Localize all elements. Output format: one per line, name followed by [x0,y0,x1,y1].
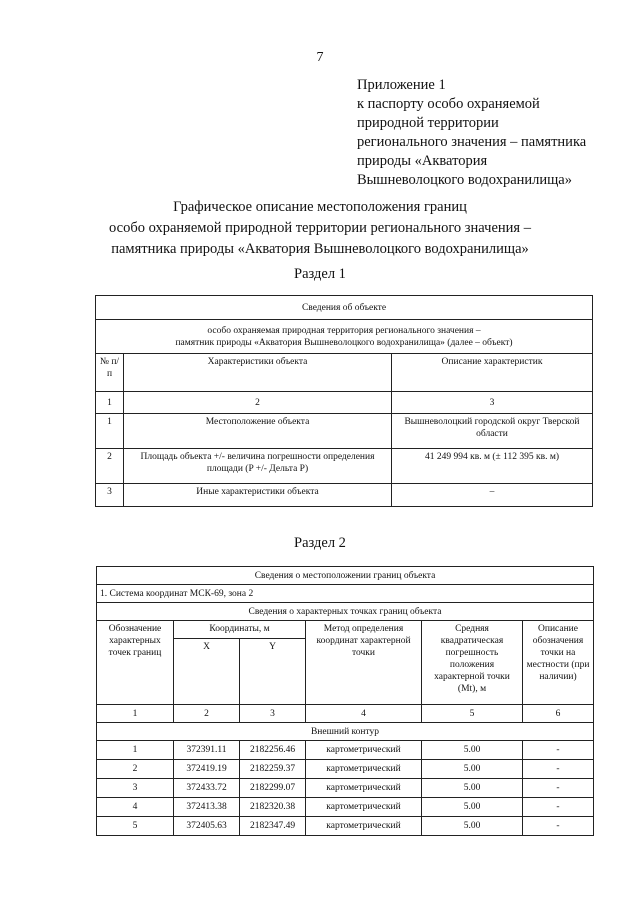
column-index: 3 [240,705,306,723]
description-cell: 41 249 994 кв. м (± 112 395 кв. м) [392,449,593,484]
error-cell: 5.00 [422,741,523,760]
error-cell: 5.00 [422,817,523,836]
point-id: 3 [97,779,174,798]
contour-label: Внешний контур [97,723,594,741]
coord-x: 372391.11 [174,741,240,760]
point-id: 5 [97,817,174,836]
column-header: Характеристики объекта [124,354,392,392]
table-row [96,449,593,484]
coord-y: 2182347.49 [240,817,306,836]
method-cell: картометрический [306,798,422,817]
title-line: Графическое описание местоположения границ [173,199,467,215]
boundary-points-table [96,566,594,836]
table-row [97,817,594,836]
column-index: 3 [392,392,593,414]
column-header: Средняя квадратическая погрешность положения характерной точки (Mt), м [422,621,523,705]
object-name-line: особо охраняемая природная территория регионального значения – [207,325,481,336]
table-row [96,414,593,449]
point-desc: - [523,741,594,760]
point-desc: - [523,817,594,836]
table-row [97,798,594,817]
method-cell: картометрический [306,817,422,836]
method-cell: картометрический [306,741,422,760]
coord-x: 372433.72 [174,779,240,798]
characteristic-cell: Местоположение объекта [124,414,392,449]
point-desc: - [523,760,594,779]
section2-heading: Раздел 2 [294,535,346,551]
column-header: X [174,639,240,705]
characteristic-cell: Площадь объекта +/- величина погрешности определения площади (P +/- Дельта P) [124,449,392,484]
section1-heading: Раздел 1 [294,266,346,282]
title-line: памятника природы «Акватория Вышневолоцкого водохранилища» [111,241,529,257]
column-header: Описание обозначения точки на местности (при наличии) [523,621,594,705]
appendix-line: Вышневолоцкого водохранилища» [357,172,572,188]
appendix-line: к паспорту особо охраняемой [357,96,540,112]
method-cell: картометрический [306,779,422,798]
coord-y: 2182256.46 [240,741,306,760]
appendix-header [357,76,627,190]
table-row [97,741,594,760]
coord-y: 2182299.07 [240,779,306,798]
characteristic-cell: Иные характеристики объекта [124,484,392,507]
column-index: 4 [306,705,422,723]
point-id: 2 [97,760,174,779]
point-desc: - [523,798,594,817]
document-title [60,197,580,260]
object-name-cell [96,320,593,354]
column-index: 5 [422,705,523,723]
row-number: 3 [96,484,124,507]
description-cell: Вышневолоцкий городской округ Тверской области [392,414,593,449]
page-number: 7 [316,50,324,65]
column-header: № п/п [96,354,124,392]
coordinate-system: 1. Система координат МСК-69, зона 2 [97,585,594,603]
error-cell: 5.00 [422,779,523,798]
row-number: 2 [96,449,124,484]
table-title: Сведения об объекте [96,296,593,320]
column-index: 2 [124,392,392,414]
object-name-line: памятник природы «Акватория Вышневолоцкого водохранилища» (далее – объект) [175,337,513,348]
description-cell: – [392,484,593,507]
title-line: особо охраняемой природной территории регионального значения – [109,220,531,236]
error-cell: 5.00 [422,760,523,779]
column-header: Y [240,639,306,705]
coord-x: 372419.19 [174,760,240,779]
row-number: 1 [96,414,124,449]
coord-y: 2182259.37 [240,760,306,779]
table-row [97,779,594,798]
appendix-line: регионального значения – памятника [357,134,587,150]
column-header: Описание характеристик [392,354,593,392]
appendix-line: природной территории [357,115,499,131]
point-id: 1 [97,741,174,760]
column-index: 1 [97,705,174,723]
coord-x: 372413.38 [174,798,240,817]
method-cell: картометрический [306,760,422,779]
point-id: 4 [97,798,174,817]
column-header: Метод определения координат характерной точки [306,621,422,705]
appendix-line: природы «Акватория [357,153,488,169]
column-header: Координаты, м [174,621,306,639]
table-row [96,484,593,507]
table-title: Сведения о местоположении границ объекта [97,567,594,585]
table-row [97,760,594,779]
points-subtitle: Сведения о характерных точках границ объекта [97,603,594,621]
point-desc: - [523,779,594,798]
error-cell: 5.00 [422,798,523,817]
appendix-line: Приложение 1 [357,77,446,93]
coord-x: 372405.63 [174,817,240,836]
column-index: 6 [523,705,594,723]
column-index: 2 [174,705,240,723]
coord-y: 2182320.38 [240,798,306,817]
column-header: Обозначение характерных точек границ [97,621,174,705]
object-info-table [95,295,593,507]
column-index: 1 [96,392,124,414]
